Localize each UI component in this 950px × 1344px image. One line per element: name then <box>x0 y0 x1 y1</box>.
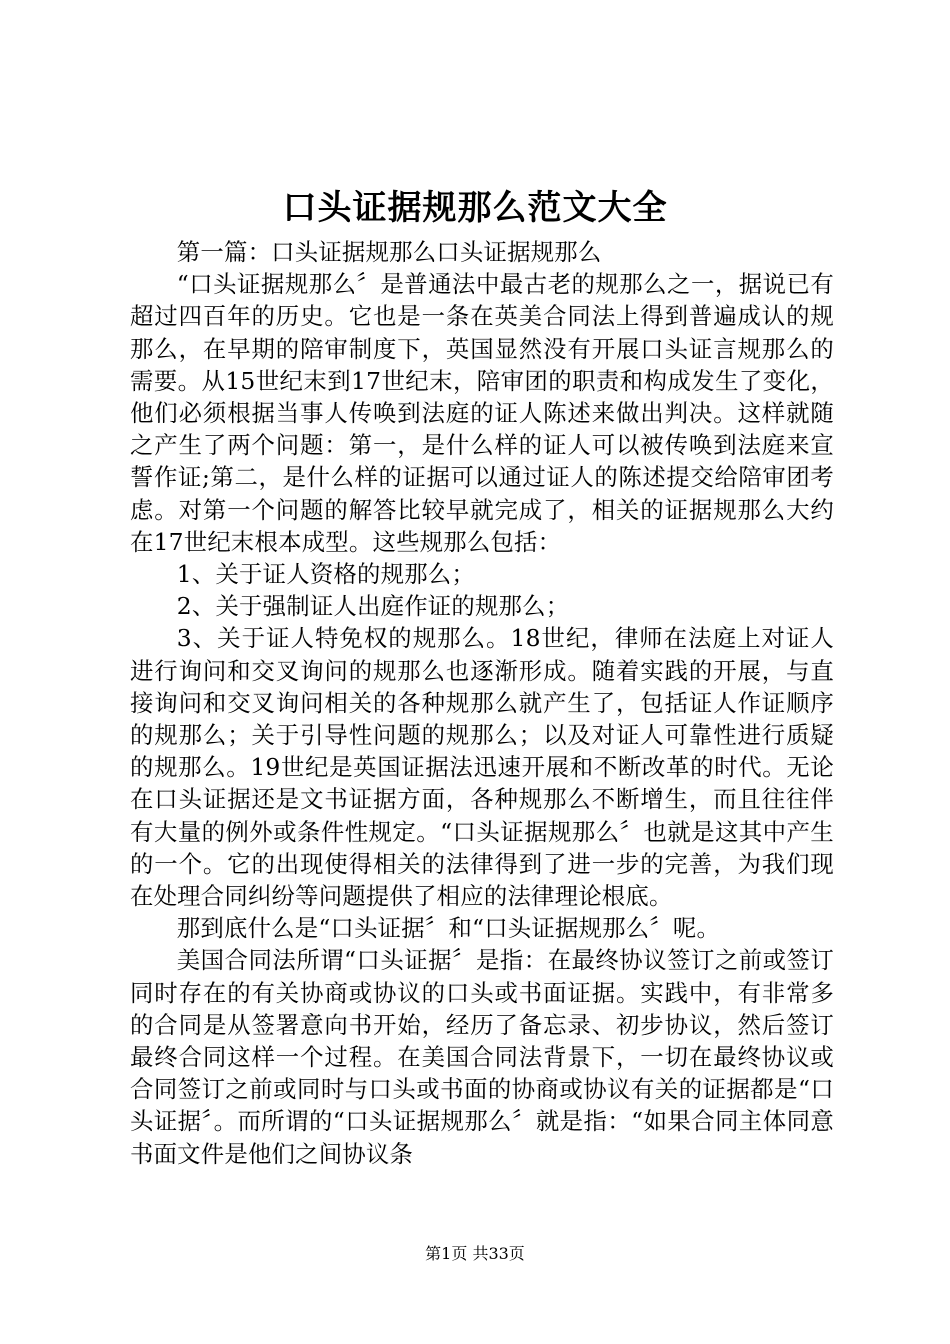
document-body <box>130 236 834 1170</box>
document-title: 口头证据规那么范文大全 <box>282 188 668 228</box>
page-number-footer: 第1页 共33页 <box>425 1244 525 1263</box>
paragraph: 美国合同法所谓“口头证据〞是指：在最终协议签订之前或签订同时存在的有关协商或协议的口头或书面证据。实践中，有非常多的合同是从签署意向书开始，经历了备忘录、初步协议，然后签订最终合同这样一个过程。在美国合同法背景下，一切在最终协议或合同签订之前或同时与口头或书面的协商或协议有关的证据都是“口头证据〞。而所谓的“口头证据规那么〞就是指：“如果合同主体同意书面文件是他们之间协议条 <box>130 946 834 1168</box>
paragraph: “口头证据规那么〞是普通法中最古老的规那么之一，据说已有超过四百年的历史。它也是一条在英美合同法上得到普遍成认的规那么，在早期的陪审制度下，英国显然没有开展口头证言规那么的需要。从15世纪末到17世纪末，陪审团的职责和构成发生了变化，他们必须根据当事人传唤到法庭的证人陈述来做出判决。这样就随之产生了两个问题：第一，是什么样的证人可以被传唤到法庭来宣誓作证;第二，是什么样的证据可以通过证人的陈述提交给陪审团考虑。对第一个问题的解答比较早就完成了，相关的证据规那么大约在17世纪末根本成型。这些规那么包括： <box>130 270 834 556</box>
paragraph: 那到底什么是“口头证据〞和“口头证据规那么〞呢。 <box>176 914 721 943</box>
list-item: 1、关于证人资格的规那么； <box>176 560 475 589</box>
list-item: 3、关于证人特免权的规那么。18世纪，律师在法庭上对证人进行询问和交叉询问的规那么也逐渐形成。随着实践的开展，与直接询问和交叉询问相关的各种规那么就产生了，包括证人作证顺序的规那么；关于引导性问题的规那么；以及对证人可靠性进行质疑的规那么。19世纪是英国证据法迅速开展和不断改革的时代。无论在口头证据还是文书证据方面，各种规那么不断增生，而且往往伴有大量的例外或条件性规定。“口头证据规那么〞也就是这其中产生的一个。它的出现使得相关的法律得到了进一步的完善，为我们现在处理合同纠纷等问题提供了相应的法律理论根底。 <box>130 624 834 911</box>
paragraph-heading: 第一篇：口头证据规那么口头证据规那么 <box>176 238 602 266</box>
list-item: 2、关于强制证人出庭作证的规那么； <box>176 592 570 621</box>
